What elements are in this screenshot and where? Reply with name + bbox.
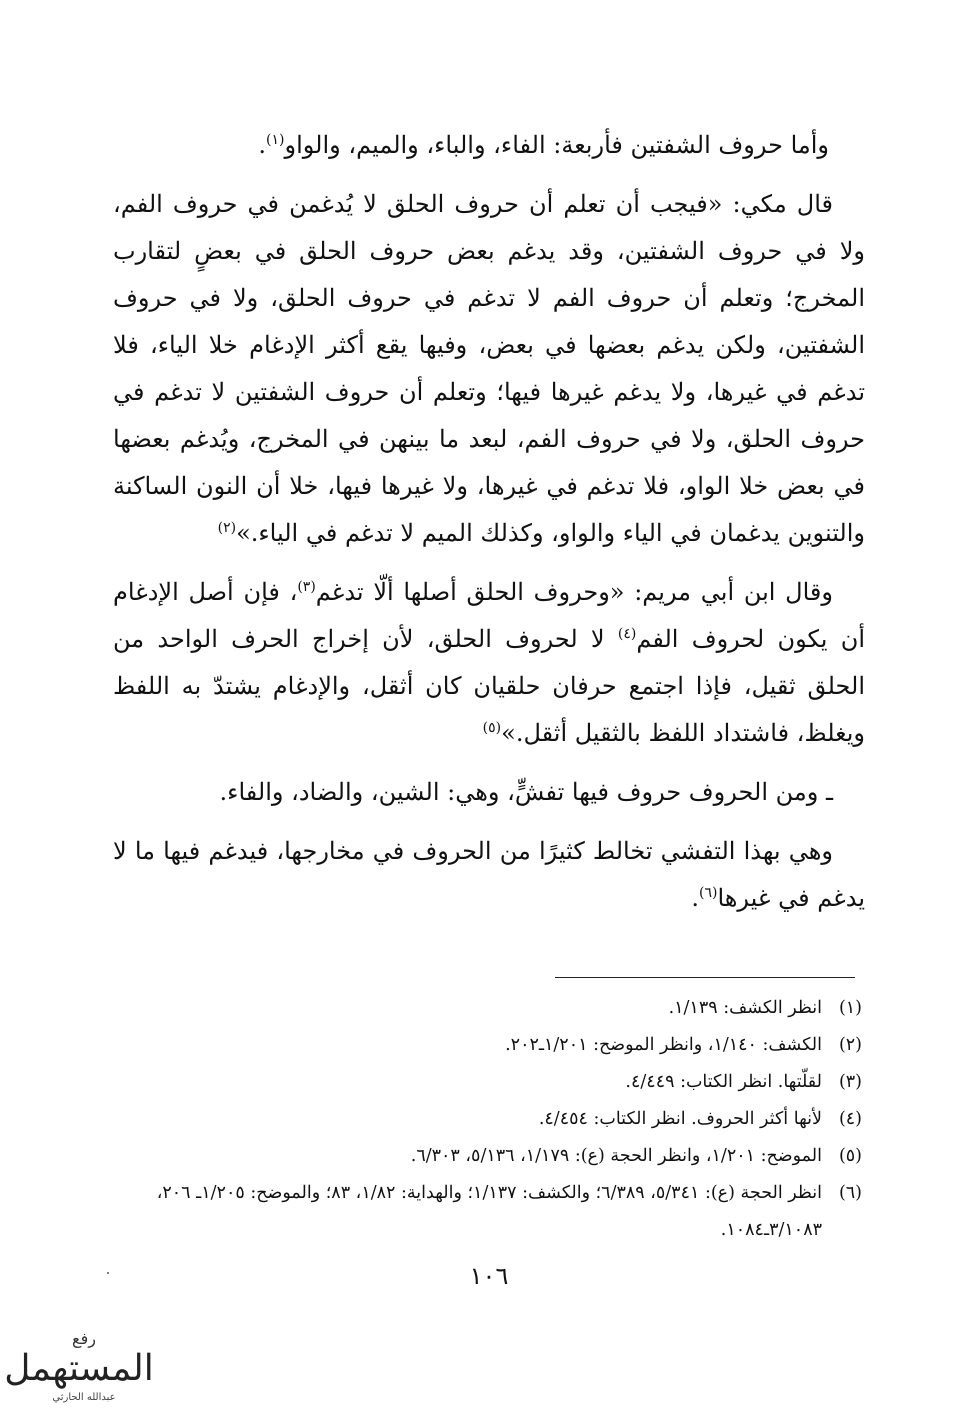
footnote-item [110,1027,862,1064]
paragraph-text: ، فإن أصل الإدغام أن يكون لحروف الفم [113,578,865,653]
footnote-ref[interactable]: (٣) [297,579,316,595]
footnote-text: الكشف: ١/١٤٠، وانظر الموضح: ١/٢٠١ـ٢٠٢. [505,1035,822,1055]
page-number: ١٠٦ [469,1262,509,1290]
paragraph-text: لا لحروف الحلق، لأن إخراج الحرف الواحد من الحلق ثقيل، فإذا اجتمع حرفان حلقيان كان أثقل، والإدغام يشتدّ به اللفظ ويغلظ، فاشتداد اللفظ بالثقيل أثقل.» [113,625,865,747]
paragraph [113,181,865,557]
stamp-line1: رفع [72,1329,96,1348]
footnote-item [110,990,862,1027]
footnote-divider [555,977,855,978]
paragraph-text: وأما حروف الشفتين فأربعة: الفاء، والباء، والميم، والواو [284,131,829,159]
footnote-number: (٢) [838,1035,862,1055]
paragraph-text: وقال ابن أبي مريم: «وحروف الحلق أصلها ألّا تدغم [315,578,833,606]
paragraph [113,122,865,169]
paragraph [113,828,865,922]
footnote-item [110,1064,862,1101]
stamp-line2: المستهمل [4,1348,154,1389]
paragraph-text: . [258,131,267,159]
footnote-text: لأنها أكثر الحروف. انظر الكتاب: ٤/٤٥٤. [538,1109,822,1129]
footnote-number: (٣) [838,1072,862,1092]
footnote-ref[interactable]: (٢) [217,520,237,536]
footnote-item [110,1175,862,1249]
stamp-line3: عبدالله الحارثي [52,1392,116,1403]
paragraph-text: قال مكي: «فيجب أن تعلم أن حروف الحلق لا يُدغمن في حروف الفم، ولا في حروف الشفتين، وقد يدغم بعض حروف الحلق في بعضٍ لتقارب المخرج؛ وتعلم أن حروف الفم لا تدغم في حروف الحلق، ولا في حروف الشفتين، ولكن يدغم بعضها في بعض، وفيها يقع أكثر الإدغام خلا الياء، فلا تدغم في غيرها، ولا يدغم غيرها فيها؛ وتعلم أن حروف الشفتين لا تدغم في حروف الحلق، ولا في حروف الفم، لبعد ما بينهن في المخرج، ويُدغم بعضها في بعض خلا الواو، فلا تدغم في غيرها، ولا غيرها فيها، خلا أن النون الساكنة والتنوين يدغمان في الياء والواو، وكذلك الميم لا تدغم في الياء.» [113,190,865,547]
stray-dot [107,1272,109,1274]
footnote-text: لقلّتها. انظر الكتاب: ٤/٤٤٩. [625,1072,822,1092]
main-text [113,122,865,934]
footnote-ref[interactable]: (٥) [482,720,502,736]
library-stamp-icon [4,1322,154,1412]
footnote-number: (٥) [838,1146,862,1166]
footnote-number: (٤) [838,1109,862,1129]
footnote-item [110,1101,862,1138]
footnote-number: (٦) [838,1183,862,1203]
paragraph-text: . [691,884,699,912]
footnotes [110,990,862,1249]
footnote-ref[interactable]: (٤) [617,626,637,642]
paragraph [113,569,865,757]
paragraph-text: وهي بهذا التفشي تخالط كثيرًا من الحروف في مخارجها، فيدغم فيها ما لا يدغم في غيرها [113,837,865,912]
footnote-text: الموضح: ١/٢٠١، وانظر الحجة (ع): ١/١٧٩، ٥/١٣٦، ٦/٣٠٣. [410,1146,822,1166]
footnote-ref[interactable]: (١) [266,132,285,148]
paragraph-text: ـ ومن الحروف حروف فيها تفشٍّ، وهي: الشين، والضاد، والفاء. [219,778,833,806]
footnote-text: انظر الحجة (ع): ٥/٣٤١، ٦/٣٨٩؛ والكشف: ١/١٣٧؛ والهداية: ١/٨٢، ٨٣؛ والموضح: ١/٢٠٥ـ ٢٠٦، ٣/١٠٨٣ـ١٠٨٤. [156,1183,822,1240]
footnote-number: (١) [838,998,862,1018]
footnote-ref[interactable]: (٦) [698,885,718,901]
paragraph [113,769,865,816]
footnote-text: انظر الكشف: ١/١٣٩. [668,998,822,1018]
footnote-item [110,1138,862,1175]
